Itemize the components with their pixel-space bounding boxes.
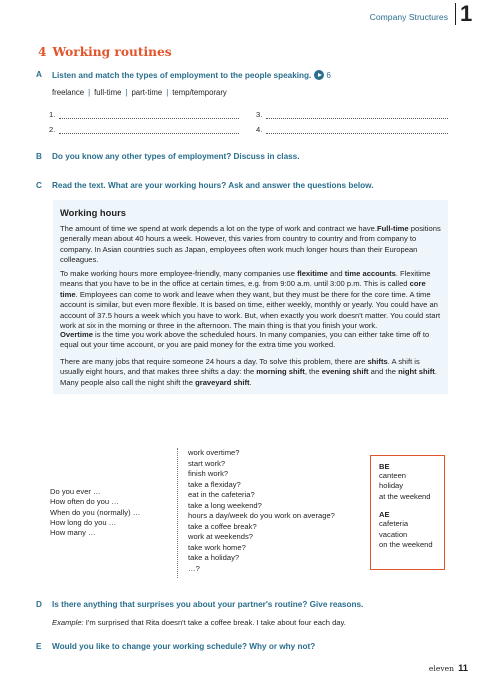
- term-overtime: Overtime: [60, 330, 93, 339]
- be-item: holiday: [379, 481, 404, 491]
- option-freelance: freelance: [52, 88, 85, 97]
- ae-item: vacation: [379, 529, 408, 539]
- question-ending: take a holiday?: [188, 553, 240, 563]
- question-ending: finish work?: [188, 469, 229, 479]
- option-full-time: full-time: [94, 88, 122, 97]
- question-starter: Do you ever …: [50, 487, 101, 496]
- audio-play-icon[interactable]: [314, 70, 324, 80]
- reading-paragraph-1: The amount of time we spend at work depends a lot on the type of work and contract we have.Full-time positions generally mean about 40 hours a week. However, this varies from country to country and from company to company. In Asian countries such as Japan, employees often work much longer hours than their European colleagues.: [60, 224, 441, 265]
- term-graveyard-shift: graveyard shift: [195, 377, 250, 387]
- term-morning-shift: morning shift: [256, 367, 305, 377]
- reading-title: Working hours: [60, 207, 126, 218]
- exercise-d-letter: D: [36, 600, 42, 609]
- unit-number: 1: [460, 1, 473, 26]
- be-label: BE: [379, 462, 390, 471]
- question-starters: [50, 487, 140, 538]
- answer-blank-4[interactable]: [256, 125, 448, 134]
- question-ending: take a flexiday?: [188, 479, 241, 489]
- reading-paragraph-4: There are many jobs that require someone 24 hours a day. To solve this problem, there are shifts. A shift is usually eight hours, and that makes three shifts a day: the morning shift, the evening shift and the night shift. Many people also call the night shift the graveyard shift.: [60, 357, 437, 387]
- blank-number: 1.: [49, 110, 56, 119]
- be-item: canteen: [379, 471, 407, 480]
- blank-line[interactable]: [59, 126, 239, 134]
- question-divider: [177, 448, 178, 578]
- blank-line[interactable]: [59, 111, 239, 119]
- exercise-b-instruction: Do you know any other types of employment? Discuss in class.: [52, 152, 300, 161]
- page-number: 11: [458, 662, 468, 673]
- question-ending: work at weekends?: [188, 532, 254, 542]
- answer-blank-2[interactable]: [49, 125, 239, 134]
- question-starter: How many …: [50, 528, 96, 538]
- ae-item: on the weekend: [379, 540, 433, 550]
- term-flexitime: flexitime: [297, 269, 328, 278]
- term-time-accounts: time accounts: [344, 269, 396, 278]
- reading-paragraph-2: To make working hours more employee-friendly, many companies use flexitime and time accounts. Flexitime means that you have to be in the office at certain times, e.g. from 9:00 a.m. until 3:00 p.m. This is called core time. Employees can come to work and leave when they want, but they must be there for the core time. A time account is similar, but even more flexible. It is based on time, either weekly, monthly or yearly. You could have an account of 37.5 hours a week which you have to work. But, when exactly you work doesn't matter. You could start work at six in the morning or three in the afternoon. The main thing is that you finish your work.: [60, 269, 441, 331]
- question-ending: hours a day/week do you work on average?: [188, 511, 335, 521]
- term-full-time: Full-time: [377, 224, 409, 233]
- exercise-a-instruction: [52, 70, 331, 80]
- exercise-a-instruction-text: Listen and match the types of employment to the people speaking.: [52, 71, 312, 80]
- question-ending: eat in the cafeteria?: [188, 490, 255, 500]
- reading-paragraph-3: Overtime is the time you work above the scheduled hours. In many companies, you can either take time off to equal out your time account, or you are paid money for the extra time you worked.: [60, 330, 430, 350]
- question-ending: take a coffee break?: [188, 521, 257, 531]
- question-ending: take a long weekend?: [188, 500, 262, 510]
- exercise-e-instruction: Would you like to change your working schedule? Why or why not?: [52, 642, 316, 651]
- blank-number: 3.: [256, 110, 263, 119]
- exercise-d-example: [52, 618, 346, 627]
- question-starter: When do you (normally) …: [50, 507, 141, 517]
- section-title-text: Working routines: [52, 45, 172, 59]
- section-number: 4: [38, 45, 47, 59]
- blank-number: 2.: [49, 125, 56, 134]
- blank-line[interactable]: [266, 111, 448, 119]
- ae-label: AE: [379, 510, 390, 520]
- option-part-time: part-time: [131, 88, 163, 97]
- exercise-a-letter: A: [36, 70, 42, 79]
- answer-blank-1[interactable]: [49, 110, 239, 119]
- be-ae-vocabulary-box: [370, 455, 445, 570]
- term-evening-shift: evening shift: [321, 367, 369, 377]
- question-ending: take work home?: [188, 542, 246, 552]
- blank-line[interactable]: [266, 126, 448, 134]
- be-item: at the weekend: [379, 491, 431, 501]
- question-starter: How long do you …: [50, 517, 117, 527]
- term-night-shift: night shift: [398, 367, 435, 377]
- section-title: [38, 45, 172, 59]
- blank-number: 4.: [256, 125, 263, 134]
- question-ending: start work?: [188, 458, 226, 468]
- page-number-word: eleven: [428, 664, 454, 673]
- term-core-time: core time: [60, 279, 426, 299]
- audio-track-number: 6: [326, 71, 331, 80]
- term-shifts: shifts: [367, 357, 388, 366]
- question-starter: How often do you …: [50, 497, 119, 507]
- question-ending: …?: [188, 564, 200, 574]
- employment-options: freelance | full-time | part-time | temp/temporary: [52, 88, 227, 97]
- question-endings: [188, 448, 335, 575]
- exercise-c-letter: C: [36, 181, 42, 190]
- option-temp: temp/temporary: [172, 88, 227, 97]
- header-divider: [455, 3, 456, 25]
- answer-blank-3[interactable]: [256, 110, 448, 119]
- question-ending: work overtime?: [188, 448, 240, 457]
- example-text: I'm surprised that Rita doesn't take a coffee break. I take about four each day.: [83, 618, 346, 627]
- exercise-b-letter: B: [36, 152, 42, 161]
- exercise-e-letter: E: [36, 642, 42, 651]
- ae-item: cafeteria: [379, 519, 409, 529]
- example-label: Example:: [52, 618, 84, 627]
- running-header-label: Company Structures: [369, 12, 448, 22]
- exercise-c-instruction: Read the text. What are your working hours? Ask and answer the questions below.: [52, 181, 374, 190]
- exercise-d-instruction: Is there anything that surprises you about your partner's routine? Give reasons.: [52, 600, 364, 609]
